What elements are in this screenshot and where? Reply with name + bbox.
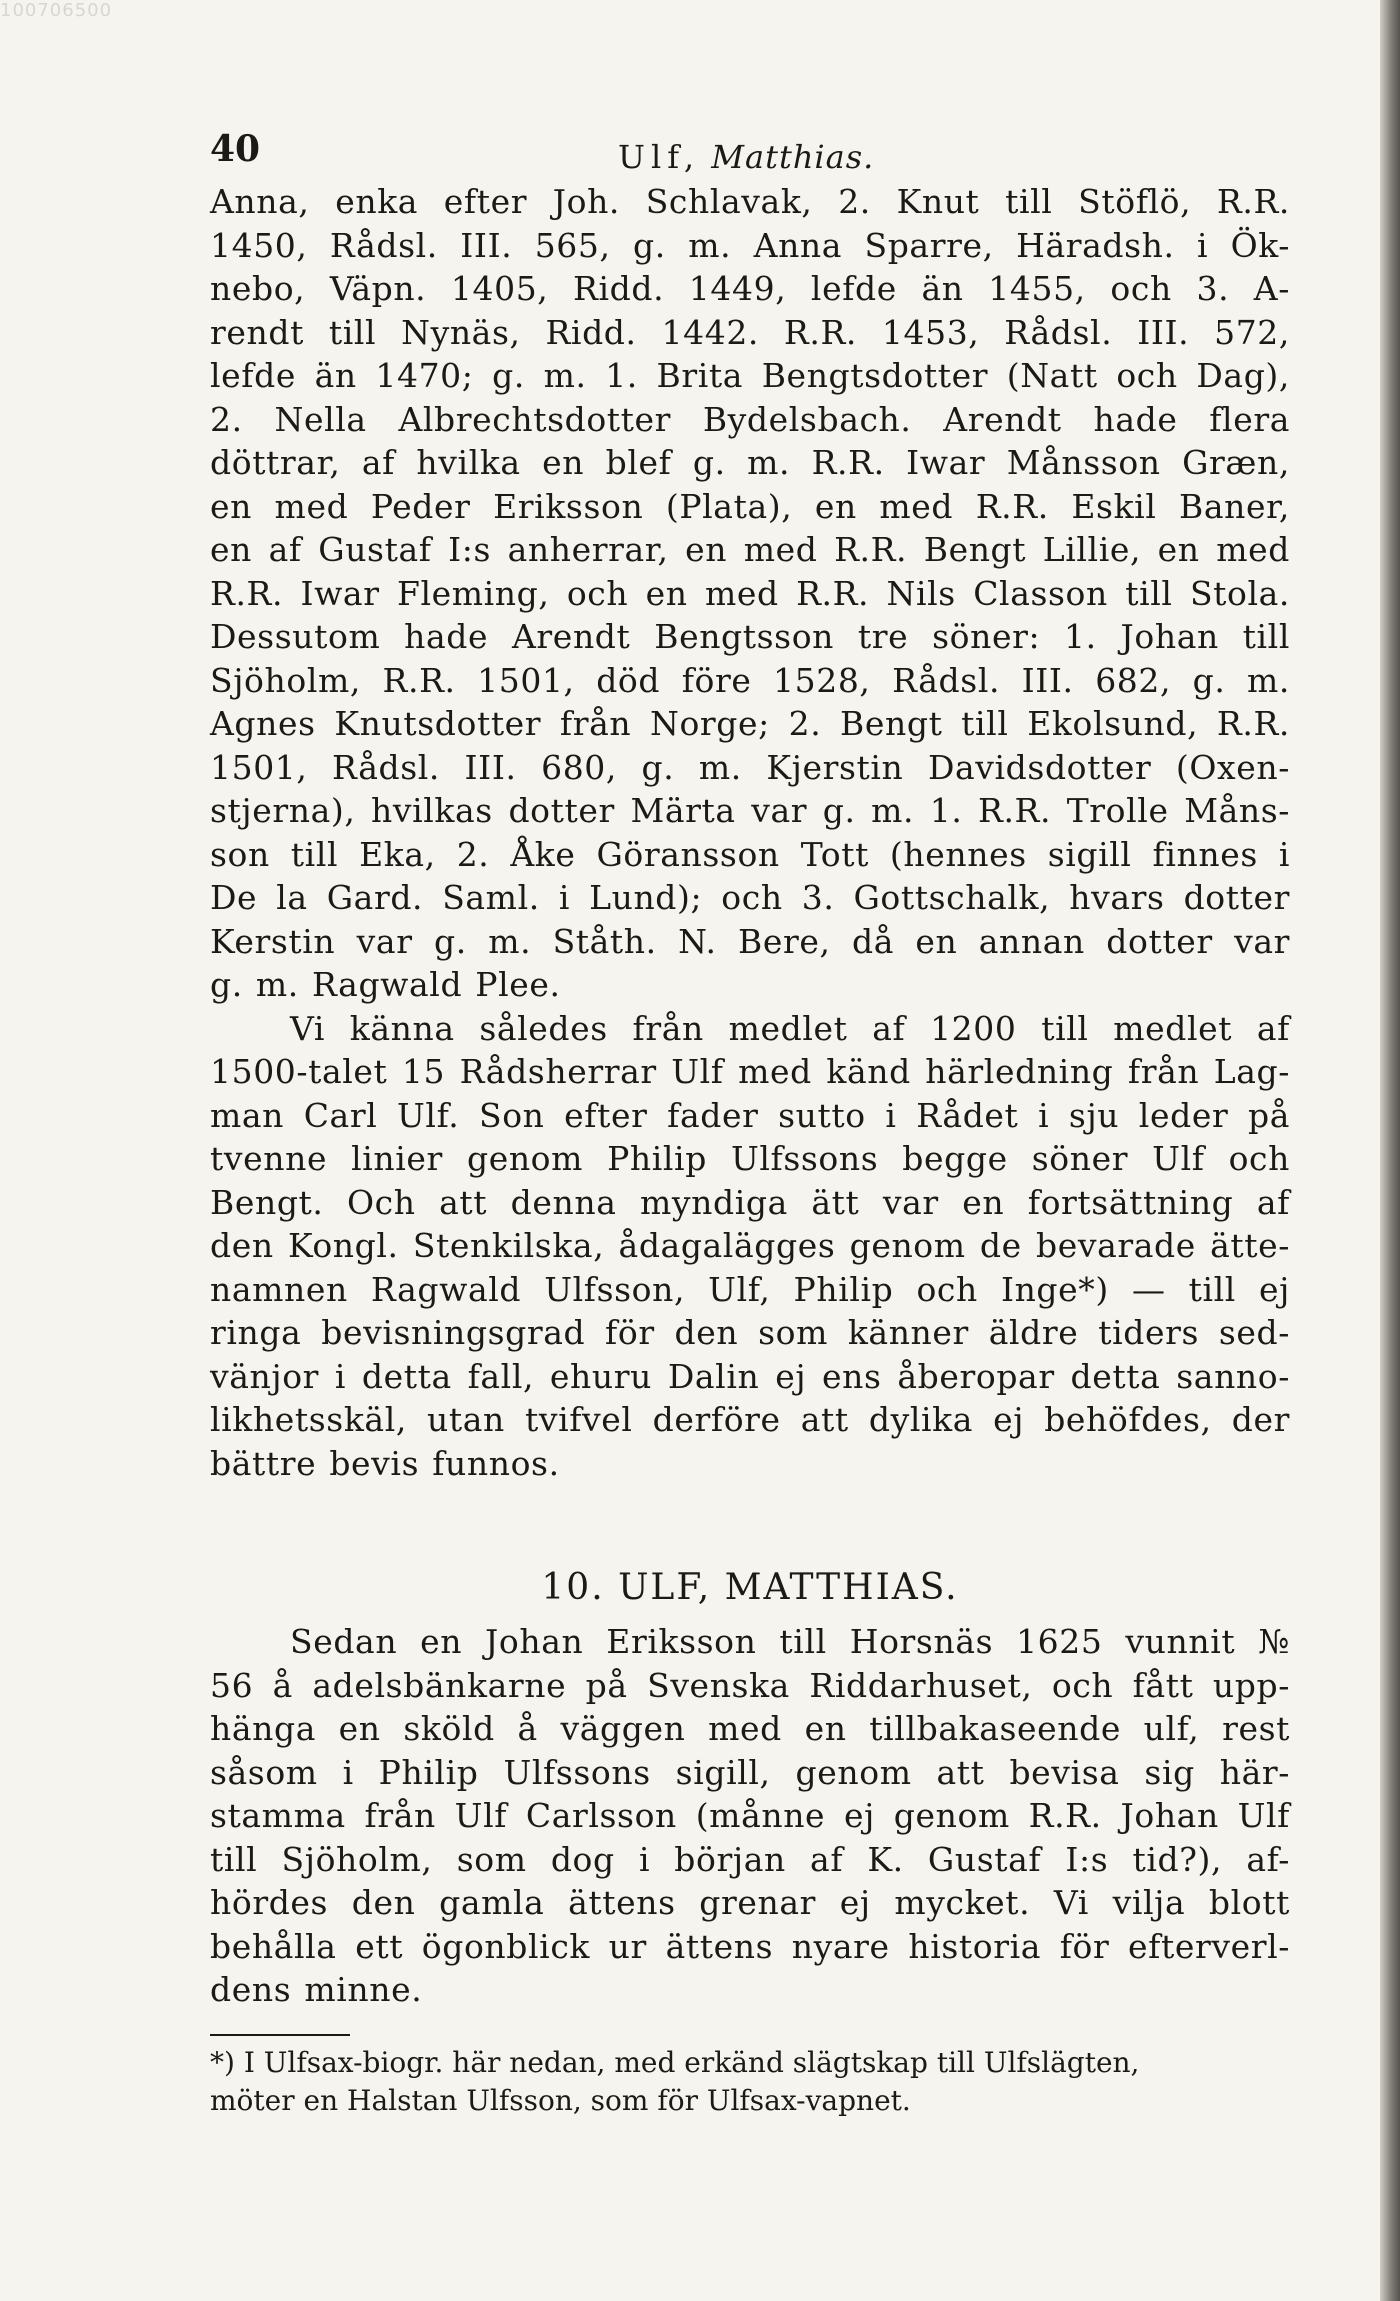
footnote — [210, 2044, 1290, 2120]
text-line: 2. Nella Albrechtsdotter Bydelsbach. Arendt hade flera — [210, 399, 1290, 439]
page-number: 40 — [210, 128, 261, 170]
footnote-line: *) I Ulfsax-biogr. här nedan, med erkänd slägtskap till Ulfslägten, — [210, 2045, 1140, 2079]
text-line: 1500-talet 15 Rådsherrar Ulf med känd härledning från Lag- — [210, 1052, 1290, 1091]
text-line: R.R. Iwar Fleming, och en med R.R. Nils Classon till Stola. — [210, 573, 1290, 613]
text-line: behålla ett ögonblick ur ättens nyare historia för efterverl- — [210, 1926, 1290, 1966]
text-line: son till Eka, 2. Åke Göransson Tott (hennes sigill finnes i — [210, 834, 1290, 874]
text-line: Anna, enka efter Joh. Schlavak, 2. Knut till Stöflö, R.R. — [210, 182, 1290, 221]
text-line: De la Gard. Saml. i Lund); och 3. Gottschalk, hvars dotter — [210, 878, 1290, 917]
text-line: nebo, Väpn. 1405, Ridd. 1449, lefde än 1455, och 3. A- — [210, 269, 1290, 308]
running-head-given-name: Matthias. — [711, 138, 875, 176]
paragraph-3 — [210, 1620, 1290, 2012]
text-line: en af Gustaf I:s anherrar, en med R.R. Bengt Lillie, en med — [210, 530, 1290, 569]
section-title: 10. ULF, MATTHIAS. — [541, 1567, 959, 1608]
scan-id: 100706500 — [0, 0, 113, 21]
text-line: vänjor i detta fall, ehuru Dalin ej ens åberopar detta sanno- — [210, 1356, 1290, 1396]
text-line: namnen Ragwald Ulfsson, Ulf, Philip och Inge*) — till ej — [210, 1269, 1290, 1309]
text-line: den Kongl. Stenkilska, ådagalägges genom de bevarade ätte- — [210, 1226, 1290, 1265]
text-line: 56 å adelsbänkarne på Svenska Riddarhuset, och fått upp- — [210, 1665, 1290, 1705]
text-line: dens minne. — [210, 1970, 423, 2009]
text-line: såsom i Philip Ulfssons sigill, genom att bevisa sig här- — [210, 1752, 1290, 1792]
text-line: man Carl Ulf. Son efter fader sutto i Rådet i sju leder på — [210, 1095, 1290, 1135]
running-head-surname: Ulf, — [618, 138, 701, 176]
text-line: Sjöholm, R.R. 1501, död före 1528, Rådsl. III. 682, g. m. — [210, 660, 1290, 700]
text-line: döttrar, af hvilka en blef g. m. R.R. Iwar Månsson Græn, — [210, 443, 1290, 482]
book-page — [210, 120, 1290, 2120]
text-line: bättre bevis funnos. — [210, 1443, 560, 1483]
text-line: g. m. Ragwald Plee. — [210, 965, 561, 1004]
text-line: 1450, Rådsl. III. 565, g. m. Anna Sparre, Häradsh. i Ök- — [210, 225, 1290, 265]
text-line: till Sjöholm, som dog i början af K. Gustaf I:s tid?), af- — [210, 1839, 1290, 1879]
text-line: lefde än 1470; g. m. 1. Brita Bengtsdotter (Natt och Dag), — [210, 356, 1290, 395]
text-line: Dessutom hade Arendt Bengtsson tre söner: 1. Johan till — [210, 617, 1290, 656]
paragraph-2 — [210, 1007, 1290, 1486]
page-edge-shadow — [1380, 0, 1400, 2301]
running-head — [618, 138, 874, 176]
text-line: ringa bevisningsgrad för den som känner äldre tiders sed- — [210, 1313, 1290, 1352]
text-line: hördes den gamla ättens grenar ej mycket. Vi vilja blott — [210, 1883, 1290, 1922]
paragraph-1 — [210, 180, 1290, 1007]
text-line: rendt till Nynäs, Ridd. 1442. R.R. 1453, Rådsl. III. 572, — [210, 312, 1290, 352]
text-line: hänga en sköld å väggen med en tillbakaseende ulf, rest — [210, 1709, 1290, 1748]
text-line: Agnes Knutsdotter från Norge; 2. Bengt till Ekolsund, R.R. — [210, 704, 1290, 743]
footnote-line: möter en Halstan Ulfsson, som för Ulfsax-vapnet. — [210, 2083, 911, 2117]
text-line: Vi känna således från medlet af 1200 till medlet af — [290, 1008, 1290, 1048]
page-header — [210, 120, 1290, 180]
text-line: likhetsskäl, utan tvifvel derföre att dylika ej behöfdes, der — [210, 1400, 1290, 1439]
text-line: stamma från Ulf Carlsson (månne ej genom R.R. Johan Ulf — [210, 1796, 1290, 1835]
text-line: Kerstin var g. m. Ståth. N. Bere, då en annan dotter var — [210, 921, 1290, 961]
text-line: stjerna), hvilkas dotter Märta var g. m. 1. R.R. Trolle Måns- — [210, 791, 1290, 830]
text-line: Sedan en Johan Eriksson till Horsnäs 1625 vunnit № — [290, 1622, 1290, 1661]
text-line: en med Peder Eriksson (Plata), en med R.R. Eskil Baner, — [210, 486, 1290, 526]
text-line: tvenne linier genom Philip Ulfssons begge söner Ulf och — [210, 1139, 1290, 1178]
text-line: Bengt. Och att denna myndiga ätt var en fortsättning af — [210, 1182, 1290, 1222]
footnote-rule — [210, 2034, 350, 2036]
text-line: 1501, Rådsl. III. 680, g. m. Kjerstin Davidsdotter (Oxen- — [210, 747, 1290, 787]
